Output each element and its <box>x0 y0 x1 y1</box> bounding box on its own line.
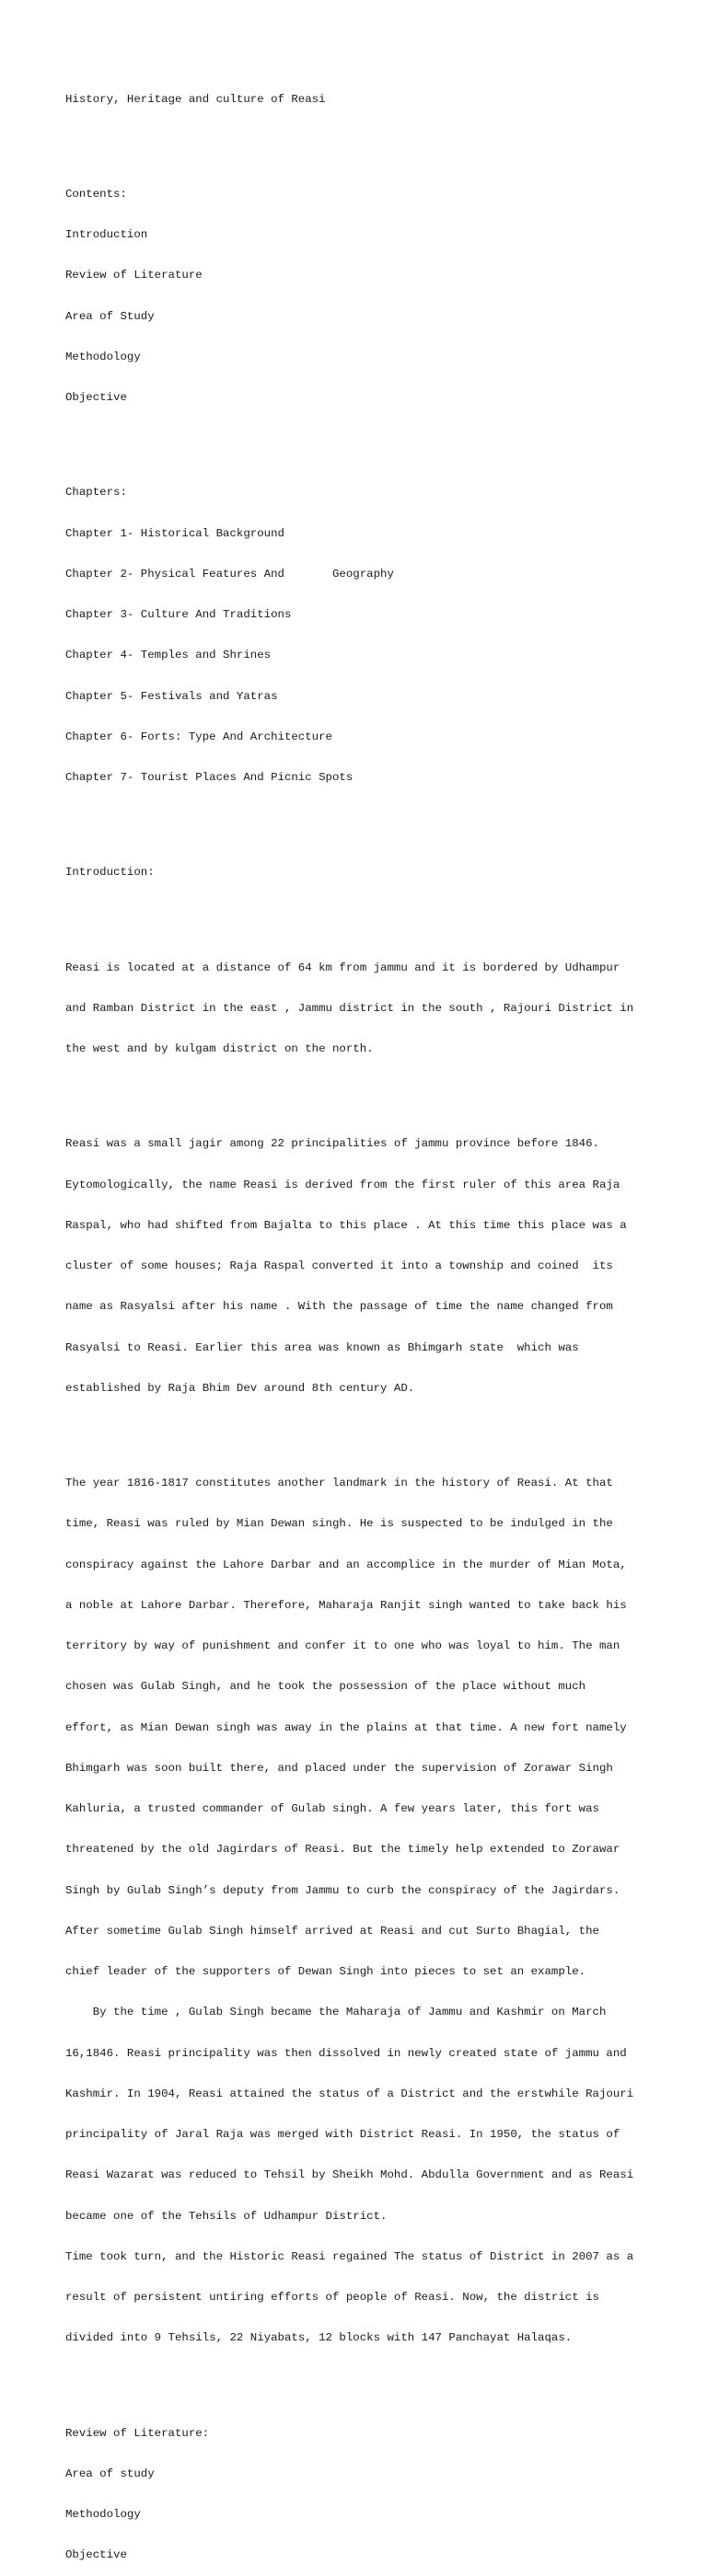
chapter-4: Chapter 4- Temples and Shrines <box>65 649 272 662</box>
intro-para3-line: After sometime Gulab Singh himself arrived at Reasi and cut Surto Bhagial, the <box>65 1924 599 1938</box>
intro-para3-line: Bhimgarh was soon built there, and placed under the supervision of Zorawar Singh <box>65 1761 613 1775</box>
contents-item-introduction: Introduction <box>65 228 148 241</box>
intro-para2-line: Raspal, who had shifted from Bajalta to this place . At this time this place was a <box>65 1218 627 1232</box>
intro-para3-line: Kahluria, a trusted commander of Gulab singh. A few years later, this fort was <box>65 1802 599 1815</box>
intro-para2-line: established by Raja Bhim Dev around 8th century AD. <box>65 1381 415 1395</box>
intro-para2-line: Rasyalsi to Reasi. Earlier this area was known as Bhimgarh state which was <box>65 1340 579 1354</box>
document-title: History, Heritage and culture of Reasi <box>65 92 326 106</box>
contents-item-objective: Objective <box>65 391 127 404</box>
introduction-heading: Introduction: <box>65 866 155 880</box>
intro-para2-line: cluster of some houses; Raja Raspal converted it into a township and coined its <box>65 1259 613 1272</box>
intro-para3-line: conspiracy against the Lahore Darbar and an accomplice in the murder of Mian Mota, <box>65 1558 627 1571</box>
intro-para3-line: Kashmir. In 1904, Reasi attained the status of a District and the erstwhile Rajouri <box>65 2087 634 2100</box>
intro-para3-line: time, Reasi was ruled by Mian Dewan singh. He is suspected to be indulged in the <box>65 1517 613 1531</box>
chapter-2: Chapter 2- Physical Features And Geography <box>65 567 394 581</box>
intro-para3-line: By the time , Gulab Singh became the Maharaja of Jammu and Kashmir on March <box>65 2006 607 2019</box>
contents-item-review: Review of Literature <box>65 269 203 282</box>
intro-para3-line: The year 1816-1817 constitutes another landmark in the history of Reasi. At that <box>65 1477 613 1489</box>
intro-para2-line: name as Rasyalsi after his name . With the passage of time the name changed from <box>65 1300 613 1314</box>
intro-para3-line: effort, as Mian Dewan singh was away in the plains at that time. A new fort namely <box>65 1720 627 1734</box>
contents-item-methodology: Methodology <box>65 350 141 363</box>
methodology-heading: Methodology <box>65 2508 141 2521</box>
chapter-6: Chapter 6- Forts: Type And Architecture <box>65 730 332 743</box>
chapter-7: Chapter 7- Tourist Places And Picnic Spots <box>65 771 354 784</box>
chapter-1: Chapter 1- Historical Background <box>65 526 284 540</box>
intro-para3-line: chief leader of the supporters of Dewan Singh into pieces to set an example. <box>65 1965 586 1978</box>
intro-para3-line: 16,1846. Reasi principality was then dissolved in newly created state of jammu and <box>65 2046 627 2060</box>
intro-para3-line: Time took turn, and the Historic Reasi regained The status of District in 2007 as a <box>65 2249 634 2263</box>
intro-para1-line: Reasi is located at a distance of 64 km from jammu and it is bordered by Udhampur <box>65 960 620 974</box>
intro-para3-line: Reasi Wazarat was reduced to Tehsil by Sheikh Mohd. Abdulla Government and as Reasi <box>65 2168 634 2182</box>
review-heading: Review of Literature: <box>65 2426 210 2440</box>
chapter-5: Chapter 5- Festivals and Yatras <box>65 689 278 703</box>
intro-para3-line: territory by way of punishment and confer it to one who was loyal to him. The man <box>65 1639 620 1652</box>
intro-para3-line: became one of the Tehsils of Udhampur District. <box>65 2209 388 2223</box>
intro-para3-line: chosen was Gulab Singh, and he took the possession of the place without much <box>65 1680 586 1694</box>
document-page <box>65 65 673 2576</box>
objective-heading: Objective <box>65 2548 127 2562</box>
area-of-study-heading: Area of study <box>65 2467 155 2480</box>
contents-item-area: Area of Study <box>65 309 155 323</box>
intro-para3-line: principality of Jaral Raja was merged with District Reasi. In 1950, the status of <box>65 2128 620 2141</box>
contents-heading: Contents: <box>65 187 127 201</box>
intro-para3-line: threatened by the old Jagirdars of Reasi. But the timely help extended to Zorawar <box>65 1843 620 1857</box>
intro-para3-line: result of persistent untiring efforts of people of Reasi. Now, the district is <box>65 2291 599 2304</box>
intro-para1-line: and Ramban District in the east , Jammu district in the south , Rajouri District in <box>65 1001 634 1015</box>
intro-para1-line: the west and by kulgam district on the north. <box>65 1042 374 1055</box>
intro-para3-line: Singh by Gulab Singh’s deputy from Jammu to curb the conspiracy of the Jagirdars. <box>65 1883 620 1897</box>
intro-para2-line: Reasi was a small jagir among 22 principalities of jammu province before 1846. <box>65 1137 599 1151</box>
intro-para3-line: divided into 9 Tehsils, 22 Niyabats, 12 blocks with 147 Panchayat Halaqas. <box>65 2331 573 2345</box>
intro-para3-line: a noble at Lahore Darbar. Therefore, Maharaja Ranjit singh wanted to take back his <box>65 1598 627 1612</box>
intro-para2-line: Eytomologically, the name Reasi is derived from the first ruler of this area Raja <box>65 1178 620 1191</box>
chapter-3: Chapter 3- Culture And Traditions <box>65 608 292 621</box>
chapters-heading: Chapters: <box>65 486 127 500</box>
